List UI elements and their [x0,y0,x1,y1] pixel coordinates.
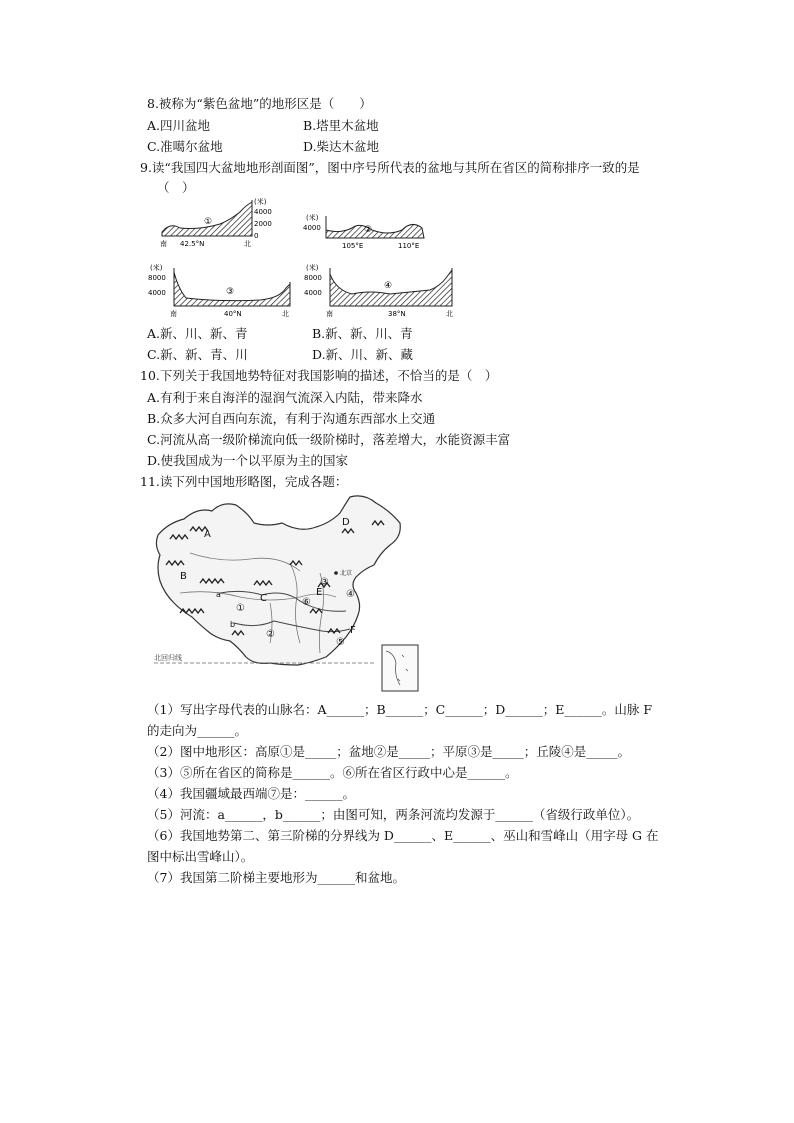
beijing-marker [334,571,338,575]
profile-2-unit: (米) [306,214,319,222]
profile-3-tick-8000: 8000 [148,274,166,282]
profile-1-north: 北 [244,240,251,248]
profile-4-south: 南 [326,310,333,318]
q9-option-b[interactable]: B.新、新、川、青 [312,326,413,341]
q10-option-c[interactable]: C.河流从高一级阶梯流向低一级阶梯时，落差增大，水能资源丰富 [147,432,511,447]
profile-4 [304,263,453,318]
profile-4-north: 北 [446,310,453,318]
profile-3-south: 南 [170,310,177,318]
q8-option-d[interactable]: D.柴达木盆地 [303,139,380,154]
profile-2-longitude-2: 110°E [398,242,420,250]
q11-sub-2: （2）图中地形区：高原①是_____；盆地②是_____；平原③是_____；丘陵④是_____。 [147,744,630,759]
profile-4-number: ④ [384,281,393,291]
q9-option-c[interactable]: C.新、新、青、川 [147,347,248,362]
map-label-n1: ① [236,603,245,614]
profile-1-tick-2000: 2000 [254,220,272,228]
map-label-e: E [316,587,323,598]
profile-3-unit: (米) [150,264,163,272]
south-sea-inset [382,645,418,691]
q10-option-b[interactable]: B.众多大河自西向东流，有利于沟通东西部水上交通 [147,411,436,426]
q11-sub-1: （1）写出字母代表的山脉名：A______；B______；C______；D______；E______。山脉 F [147,702,653,717]
q11-sub-6-cont: 图中标出雪峰山）。 [147,849,254,864]
q10-option-d[interactable]: D.使我国成为一个以平原为主的国家 [147,453,349,468]
q11-sub-4: （4）我国疆域最西端⑦是：______。 [147,786,355,801]
profile-1-number: ① [204,217,213,227]
map-label-b: B [180,571,187,582]
q8-option-a[interactable]: A.四川盆地 [147,118,211,133]
map-label-n6: ⑥ [302,597,311,608]
q11-sub-7: （7）我国第二阶梯主要地形为______和盆地。 [147,870,405,885]
q11-sub-3: （3）⑤所在省区的简称是______。⑥所在省区行政中心是______。 [147,765,518,780]
profile-3-tick-4000: 4000 [148,289,166,297]
profile-2-number: ② [364,225,373,235]
profile-2-tick-4000: 4000 [303,224,321,232]
q10-stem: 10.下列关于我国地势特征对我国影响的描述，不恰当的是（ ） [140,368,498,383]
q8-stem: 8.被称为“紫色盆地”的地形区是（ ） [147,96,372,111]
q11-sub-1-cont: 的走向为______。 [147,723,248,738]
map-label-f: F [350,625,356,636]
profile-4-latitude: 38°N [388,310,406,318]
profile-4-tick-4000: 4000 [304,289,322,297]
china-terrain-map [150,493,422,695]
map-label-n2: ② [266,629,275,640]
profile-4-tick-8000: 8000 [304,274,322,282]
profile-2 [303,213,424,250]
profile-4-unit: (米) [306,264,319,272]
profile-1-unit: (米) [254,198,267,206]
q10-option-a[interactable]: A.有利于来自海洋的湿润气流深入内陆，带来降水 [147,390,423,405]
profile-1 [160,198,272,248]
map-label-n4: ④ [346,589,355,600]
q9-stem: 9.读“我国四大盆地地形剖面图”，图中序号所代表的盆地与其所在省区的简称排序一致的是 [140,160,640,175]
profile-3-north: 北 [282,310,289,318]
q11-sub-5: （5）河流：a______，b______；由图可知，两条河流均发源于______（省级行政单位）。 [147,807,640,822]
q11-sub-6: （6）我国地势第二、第三阶梯的分界线为 D______、E______、巫山和雪峰山（用字母 G 在 [147,828,659,843]
map-label-c: C [260,593,267,604]
map-label-n5: ⑤ [336,637,345,648]
map-label-a: A [204,529,211,540]
profile-2-longitude-1: 105°E [342,242,364,250]
q11-stem: 11.读下列中国地形略图，完成各题： [140,474,348,489]
map-label-n3: ③ [320,577,329,588]
china-outline [156,496,400,665]
profile-3-number: ③ [226,287,235,297]
q9-option-a[interactable]: A.新、川、新、青 [147,326,248,341]
map-label-river-b: b [230,620,236,629]
map-label-river-a: a [216,590,221,599]
beijing-label: 北京 [340,570,353,577]
basin-profiles-figure [140,198,470,322]
profile-1-south: 南 [160,240,167,248]
q9-stem-cont: （ ） [157,180,195,195]
tropic-label: 北回归线 [154,654,182,662]
q8-option-c[interactable]: C.准噶尔盆地 [147,139,223,154]
q9-option-d[interactable]: D.新、川、新、藏 [312,347,414,362]
map-label-d: D [342,517,350,528]
q8-option-b[interactable]: B.塔里木盆地 [303,118,379,133]
profile-3 [148,263,290,318]
profile-1-latitude: 42.5°N [180,240,205,248]
profile-1-tick-0: 0 [254,232,259,240]
profile-3-latitude: 40°N [224,310,242,318]
profile-1-tick-4000: 4000 [254,208,272,216]
